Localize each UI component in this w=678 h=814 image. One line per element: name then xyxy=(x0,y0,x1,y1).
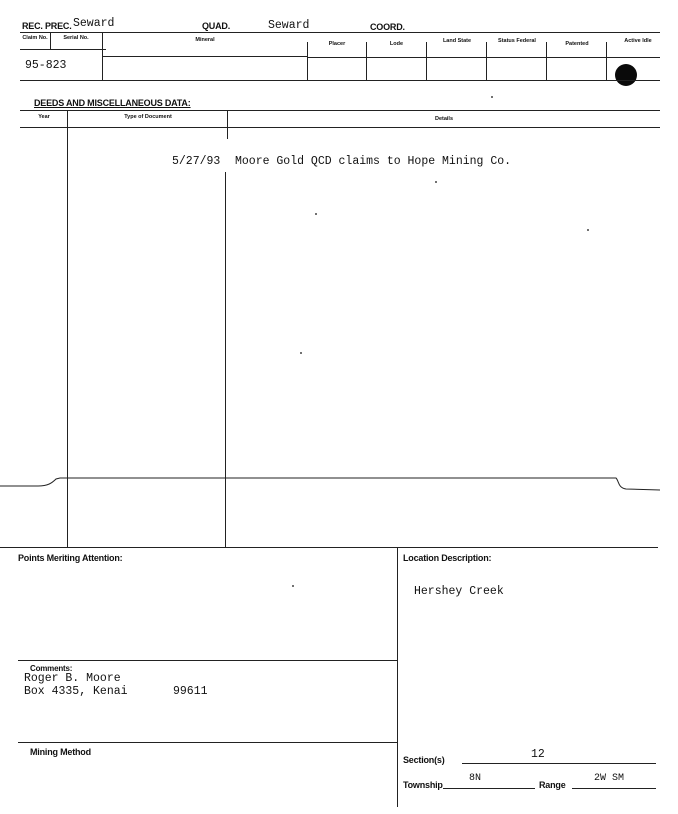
comments-line1: Roger B. Moore xyxy=(24,672,121,685)
range-label: Range xyxy=(539,780,566,790)
active-idle-header: Active Idle xyxy=(624,38,652,44)
header-divider xyxy=(50,33,51,50)
header-divider xyxy=(606,42,607,80)
mining-method-label: Mining Method xyxy=(30,747,91,757)
sections-underline xyxy=(462,763,656,764)
quad-label: QUAD. xyxy=(202,21,230,31)
location-value: Hershey Creek xyxy=(414,585,504,598)
deed-entry-date: 5/27/93 xyxy=(172,155,221,168)
mineral-header: Mineral xyxy=(195,37,215,43)
header-divider xyxy=(426,42,427,80)
deeds-header-rule xyxy=(20,127,660,128)
placer-header: Placer xyxy=(328,41,346,47)
fold-crease xyxy=(0,470,678,500)
status-federal-header: Status Federal xyxy=(498,38,536,44)
township-value: 8N xyxy=(469,773,482,784)
claim-no-value: 95-823 xyxy=(25,59,67,72)
deed-entry-details: Moore Gold QCD claims to Hope Mining Co. xyxy=(235,155,512,168)
points-label: Points Meriting Attention: xyxy=(18,553,123,563)
header-subrule-right xyxy=(308,57,660,58)
quad-value: Seward xyxy=(268,19,310,32)
details-header: Details xyxy=(434,116,454,122)
rec-prec-label: REC. PREC. xyxy=(22,21,72,31)
patented-header: Patented xyxy=(565,41,589,47)
type-header: Type of Document xyxy=(124,114,172,120)
header-divider xyxy=(102,33,103,80)
deeds-divider-type-top xyxy=(227,111,228,139)
comments-address: Box 4335, Kenai xyxy=(24,685,128,698)
comments-rule xyxy=(18,660,398,661)
deeds-top-rule xyxy=(20,110,660,111)
sections-value: 12 xyxy=(531,748,545,761)
township-underline xyxy=(443,788,535,789)
bottom-section-divider xyxy=(397,547,398,807)
range-value: 2W SM xyxy=(594,773,625,784)
comments-label: Comments: xyxy=(30,664,73,673)
scan-speck xyxy=(292,585,294,587)
lode-header: Lode xyxy=(389,41,404,47)
header-divider xyxy=(486,42,487,80)
header-divider xyxy=(546,42,547,80)
rec-prec-value: Seward xyxy=(73,17,115,30)
header-rule xyxy=(20,32,660,33)
scan-speck xyxy=(315,213,317,215)
bottom-section-rule xyxy=(0,547,658,548)
range-underline xyxy=(572,788,656,789)
active-status-dot xyxy=(615,64,637,86)
location-label: Location Description: xyxy=(403,553,492,563)
claim-no-header: Claim No. xyxy=(22,35,48,41)
coord-label: COORD. xyxy=(370,22,405,32)
header-subrule xyxy=(20,49,106,50)
scan-speck xyxy=(587,229,589,231)
deeds-title: DEEDS AND MISCELLANEOUS DATA: xyxy=(34,98,191,108)
scan-speck xyxy=(435,181,437,183)
header-divider xyxy=(366,42,367,80)
sections-label: Section(s) xyxy=(403,755,445,765)
header-bottom-rule xyxy=(20,80,660,81)
scan-speck xyxy=(491,96,493,98)
header-subrule-mineral xyxy=(103,56,307,57)
land-state-header: Land State xyxy=(442,38,472,44)
year-header: Year xyxy=(38,114,50,120)
scan-speck xyxy=(300,352,302,354)
mining-method-rule xyxy=(18,742,398,743)
township-label: Township xyxy=(403,780,443,790)
comments-zip: 99611 xyxy=(173,685,208,698)
serial-no-header: Serial No. xyxy=(63,35,89,41)
header-divider xyxy=(307,42,308,80)
